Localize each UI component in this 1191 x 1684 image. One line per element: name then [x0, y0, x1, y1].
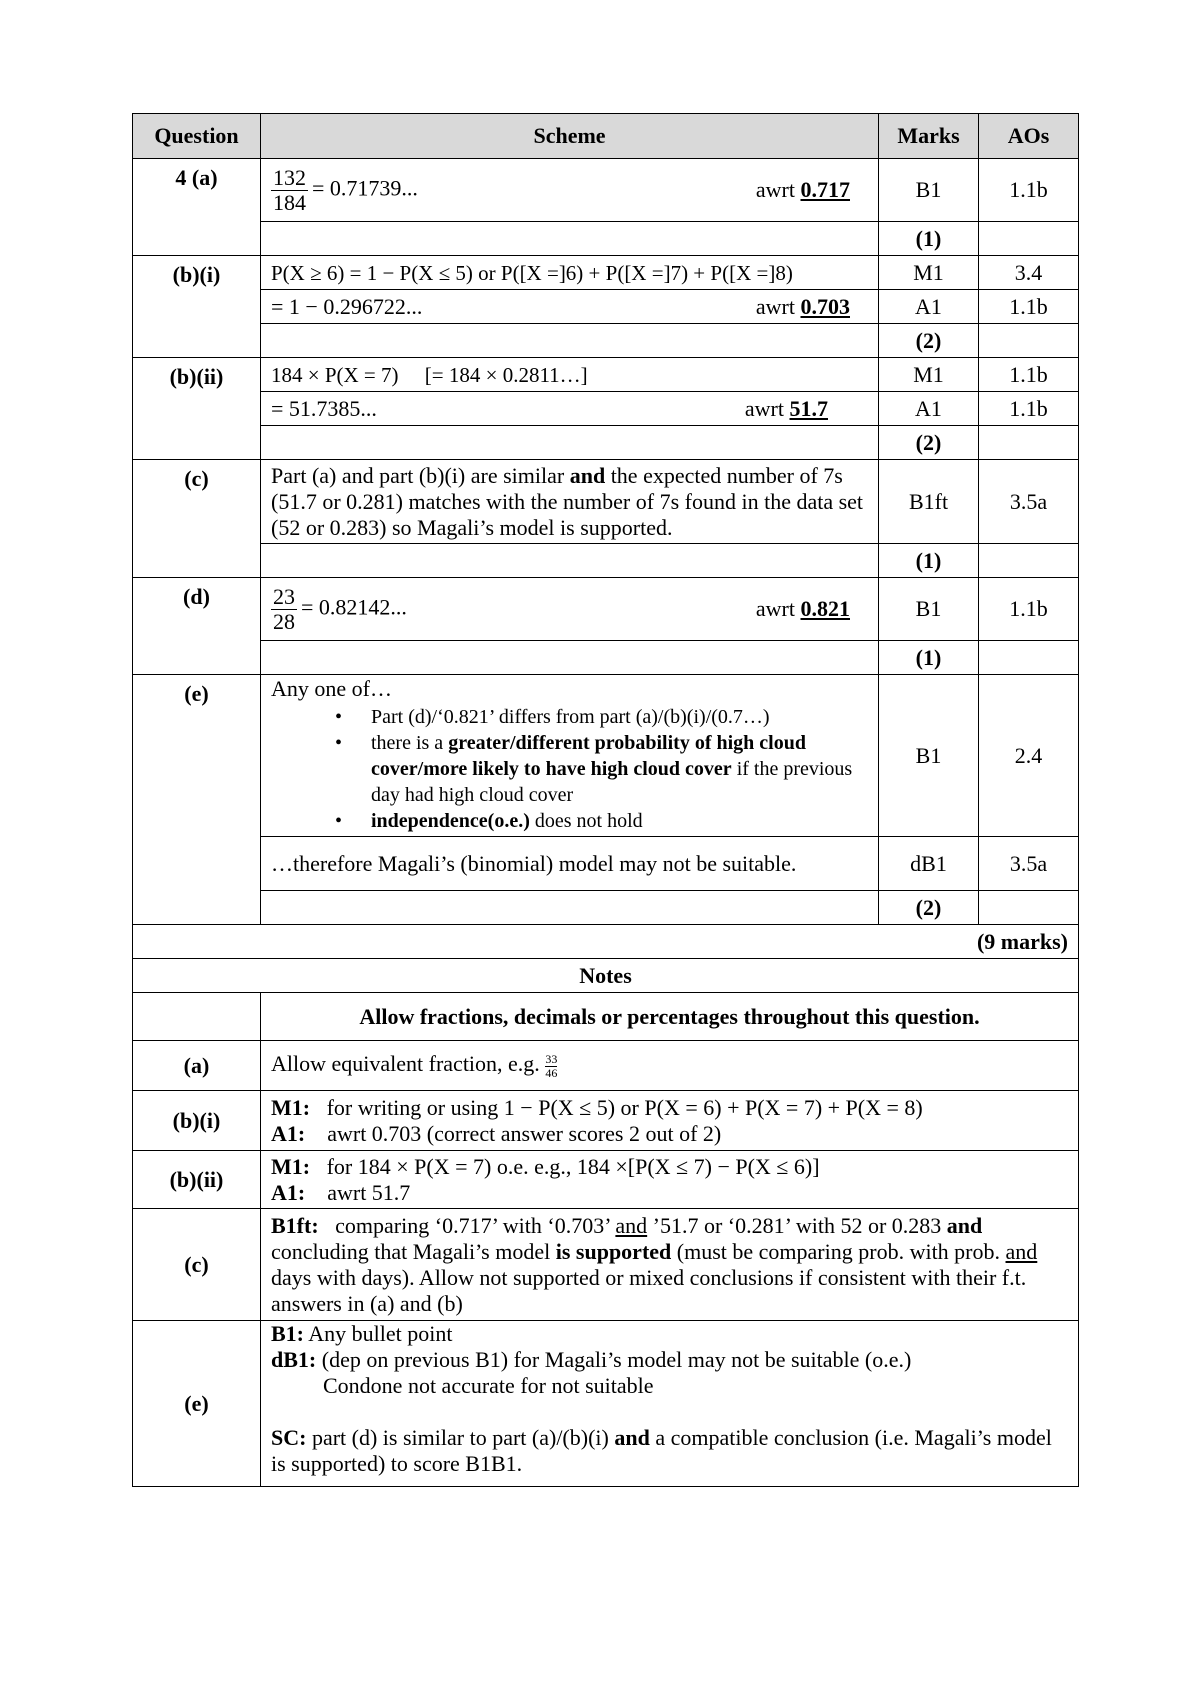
mark-bi-1: M1 [879, 256, 979, 290]
row-e-total [133, 891, 1079, 925]
header-question: Question [133, 114, 261, 159]
mark-bi-2: A1 [879, 290, 979, 324]
scheme-e-line2: …therefore Magali’s (binomial) model may not be suitable. [261, 837, 879, 891]
row-e-line1 [133, 675, 1079, 837]
row-c-total [133, 544, 1079, 578]
scheme-d-line1: $\frac{23}{28}$ = 0.82142... awrt 0.821 [261, 578, 879, 641]
row-c-line1 [133, 460, 1079, 544]
total-c: (1) [879, 544, 979, 578]
notes-a-text: Allow equivalent fraction, e.g. $\frac{33}{46}$ [261, 1041, 1079, 1091]
mark-d: B1 [879, 578, 979, 641]
scheme-e-bullets: Any one of… • Part (d)/‘0.821’ differs from part (a)/(b)(i)/(0.7…) • there is a greater/different probability of high cloud cover/more likely to have high cloud cover if the previous day had high cloud cover • independence(o.e.) does not hold [261, 675, 879, 837]
notes-label-c: (c) [133, 1209, 261, 1321]
question-label-c: (c) [133, 460, 261, 578]
question-label-d: (d) [133, 578, 261, 675]
notes-e-text: B1: Any bullet point dB1: (dep on previous B1) for Magali’s model may not be suitable (o.e.) Condone not accurate for not suitable SC: part (d) is similar to part (a)/(b)(i) and a compatible conclusion (i.e. Magali’s model is supported) to score B1B1. [261, 1321, 1079, 1487]
row-bi-total [133, 324, 1079, 358]
mark-bii-1: M1 [879, 358, 979, 392]
total-bii: (2) [879, 426, 979, 460]
notes-label-a: (a) [133, 1041, 261, 1091]
scheme-a-line1: $\frac{132}{184}$ = 0.71739... awrt 0.717 [261, 159, 879, 222]
question-label-bii: (b)(ii) [133, 358, 261, 460]
row-notes-a [133, 1041, 1079, 1091]
mark-a: B1 [879, 159, 979, 222]
scheme-bi-line2: = 1 − 0.296722... awrt 0.703 [261, 290, 879, 324]
mark-scheme-page [132, 113, 1078, 1487]
scheme-bii-line2: = 51.7385... awrt 51.7 [261, 392, 879, 426]
row-a-total [133, 222, 1079, 256]
row-e-line2 [133, 837, 1079, 891]
notes-general: Allow fractions, decimals or percentages throughout this question. [261, 993, 1079, 1041]
ao-bii-2: 1.1b [979, 392, 1079, 426]
row-notes-title [133, 959, 1079, 993]
notes-c-text: B1ft: comparing ‘0.717’ with ‘0.703’ and ’51.7 or ‘0.281’ with 52 or 0.283 and concluding that Magali’s model is supported (must be comparing prob. with prob. and days with days). Allow not supported or mixed conclusions if consistent with their f.t. answers in (a) and (b) [261, 1209, 1079, 1321]
question-label-bi: (b)(i) [133, 256, 261, 358]
total-e: (2) [879, 891, 979, 925]
row-notes-bi [133, 1091, 1079, 1151]
mark-e-1: B1 [879, 675, 979, 837]
fraction-equivalent: $\frac{33}{46}$ [545, 1051, 558, 1080]
row-notes-bii [133, 1151, 1079, 1209]
total-d: (1) [879, 641, 979, 675]
header-row [133, 114, 1079, 159]
header-aos: AOs [979, 114, 1079, 159]
total-a: (1) [879, 222, 979, 256]
bullet-item: • independence(o.e.) does not hold [371, 808, 868, 834]
mark-c: B1ft [879, 460, 979, 544]
row-bi-line1 [133, 256, 1079, 290]
ao-e-1: 2.4 [979, 675, 1079, 837]
scheme-bi-line1: P(X ≥ 6) = 1 − P(X ≤ 5) or P([X =]6) + P([X =]7) + P([X =]8) [261, 256, 879, 290]
total-bi: (2) [879, 324, 979, 358]
row-bi-line2 [133, 290, 1079, 324]
scheme-c-text: Part (a) and part (b)(i) are similar and the expected number of 7s (51.7 or 0.281) matches with the number of 7s found in the data set (52 or 0.283) so Magali’s model is supported. [261, 460, 879, 544]
notes-bi-text: M1: for writing or using 1 − P(X ≤ 5) or P(X = 6) + P(X = 7) + P(X = 8) A1: awrt 0.703 (correct answer scores 2 out of 2) [261, 1091, 1079, 1151]
bullet-item: • there is a greater/different probability of high cloud cover/more likely to have high cloud cover if the previous day had high cloud cover [371, 730, 868, 808]
notes-title: Notes [133, 959, 1079, 993]
ao-bii-1: 1.1b [979, 358, 1079, 392]
ao-c: 3.5a [979, 460, 1079, 544]
ao-d: 1.1b [979, 578, 1079, 641]
notes-label-bi: (b)(i) [133, 1091, 261, 1151]
notes-label-bii: (b)(ii) [133, 1151, 261, 1209]
notes-bii-text: M1: for 184 × P(X = 7) o.e. e.g., 184 ×[P(X ≤ 7) − P(X ≤ 6)] A1: awrt 51.7 [261, 1151, 1079, 1209]
row-bii-line1 [133, 358, 1079, 392]
mark-bii-2: A1 [879, 392, 979, 426]
ao-e-2: 3.5a [979, 837, 1079, 891]
bullet-item: • Part (d)/‘0.821’ differs from part (a)/(b)(i)/(0.7…) [371, 704, 868, 730]
question-label-e: (e) [133, 675, 261, 925]
header-marks: Marks [879, 114, 979, 159]
row-notes-general [133, 993, 1079, 1041]
row-bii-total [133, 426, 1079, 460]
fraction-d: $\frac{23}{28}$ [273, 583, 295, 634]
total-marks: (9 marks) [133, 925, 1079, 959]
row-total-marks [133, 925, 1079, 959]
row-notes-e [133, 1321, 1079, 1487]
scheme-bii-line1: 184 × P(X = 7) [= 184 × 0.2811…] [261, 358, 879, 392]
row-a-line1 [133, 159, 1079, 222]
bullet-list [271, 704, 868, 834]
ao-a: 1.1b [979, 159, 1079, 222]
row-bii-line2 [133, 392, 1079, 426]
mark-scheme-table [132, 113, 1079, 1487]
notes-label-e: (e) [133, 1321, 261, 1487]
ao-bi-1: 3.4 [979, 256, 1079, 290]
row-d-total [133, 641, 1079, 675]
header-scheme: Scheme [261, 114, 879, 159]
row-d-line1 [133, 578, 1079, 641]
row-notes-c [133, 1209, 1079, 1321]
question-label-a: 4 (a) [133, 159, 261, 256]
mark-e-2: dB1 [879, 837, 979, 891]
ao-bi-2: 1.1b [979, 290, 1079, 324]
fraction-a: $\frac{132}{184}$ [273, 164, 306, 215]
